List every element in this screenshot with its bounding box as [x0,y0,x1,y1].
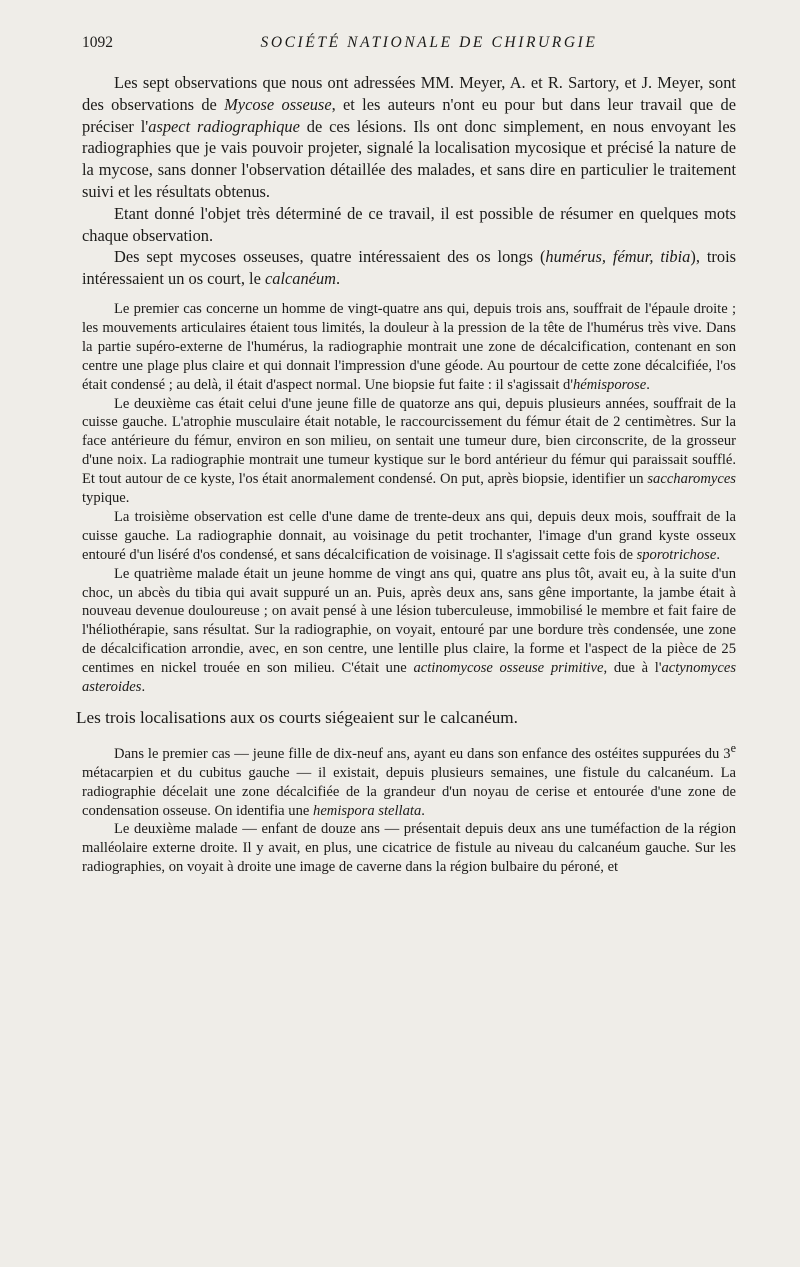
emphasis: hémisporose [572,376,647,393]
intro-paragraph: Des sept mycoses osseuses, quatre intéressaient des os longs (humérus, fémur, tibia), trois intéressaient un os court, le calcanéum. [82,247,737,289]
emphasis: calcanéum [264,269,336,289]
case-paragraph: Le deuxième cas était celui d'une jeune fille de quatorze ans qui, depuis plusieurs années, souffrait de la cuisse gauche. L'atrophie musculaire était notable, le raccourcissement du fémur était de 2 centimètres. Sur la face antérieure du fémur, environ en son milieu, on sentait une tumeur dure, bien circonscrite, de la grosseur d'une noix. La radiographie montrait une tumeur kystique sur le bord antérieur du fémur qui paraissait soufflé. Et tout autour de ce kyste, l'os était anormalement condensé. On put, après biopsie, identifier un saccharomyces typique. [82,395,736,507]
intro-paragraph: Etant donné l'objet très déterminé de ce travail, il est possible de résumer en quelques mots chaque observation. [82,203,736,245]
emphasis: sporotrichose [636,546,717,563]
section-subheading: Les trois localisations aux os courts siégeaient sur le calcanéum. [76,708,518,727]
emphasis: hemispora stellata [313,802,422,819]
running-title: SOCIÉTÉ NATIONALE DE CHIRURGIE [260,34,598,51]
page-header [82,34,736,60]
emphasis: aspect radiographique [148,116,300,136]
short-bones-section [82,739,736,877]
intro-section [82,72,736,290]
emphasis: actinomycose osseuse primitive [413,660,604,677]
superscript: e [730,741,736,755]
emphasis: saccharomyces [647,471,736,488]
case-paragraph: Dans le premier cas — jeune fille de dix-neuf ans, ayant eu dans son enfance des ostéites suppurées du 3e métacarpien et du cubitus gauche — il existait, depuis plusieurs semaines, une fistule du calcanéum. La radiographie décelait une zone décalcifiée de la grandeur d'un noyau de cerise et entourée d'une zone de condensation osseuse. On identifia une hemispora stellata. [82,741,736,819]
long-bones-section [82,300,736,697]
emphasis: humérus, fémur, tibia [545,247,691,267]
subheading-block [76,697,736,739]
emphasis: Mycose osseuse [224,94,332,114]
emphasis: actynomyces asteroides [82,660,737,696]
case-paragraph: La troisième observation est celle d'une dame de trente-deux ans qui, depuis deux mois, souffrait de la cuisse gauche. La radiographie donnait, au voisinage du petit trochanter, l'image d'un grand kyste osseux entouré d'un liséré d'os condensé, et sans décalcification de voisinage. Il s'agissait cette fois de sporotrichose. [82,508,736,563]
case-paragraph: Le quatrième malade était un jeune homme de vingt ans qui, quatre ans plus tôt, avait eu, à la suite d'un choc, un abcès du tibia qui avait suppuré un an. Puis, après deux ans, sans gêne importante, la jambe était à nouveau devenue douloureuse ; on avait pensé à une lésion tuberculeuse, immobilisé le membre et fait faire de l'héliothérapie, sans résultat. Sur la radiographie, on voyait, entouré par une bordure très condensée, une zone de décalcification arrondie, avec, en son centre, une lentille plus claire, la forme et l'aspect de la pièce de 25 centimes en nickel trouée en son milieu. C'était une actinomycose osseuse primitive, due à l'actynomyces asteroides. [82,565,737,696]
intro-paragraph: Les sept observations que nous ont adressées MM. Meyer, A. et R. Sartory, et J. Meyer, sont des observations de Mycose osseuse, et les auteurs n'ont eu pour but dans leur travail que de préciser l'aspect radiographique de ces lésions. Ils ont donc simplement, en nous envoyant les radiographies que je vais pouvoir projeter, signalé la localisation mycosique et précisé la nature de la mycose, sans donner l'observation détaillée des malades, et sans dire en particulier le traitement suivi et les résultats obtenus. [82,73,736,201]
case-paragraph: Le deuxième malade — enfant de douze ans — présentait depuis deux ans une tuméfaction de la région malléolaire externe droite. Il y avait, en plus, une cicatrice de fistule au niveau du calcanéum gauche. Sur les radiographies, on voyait à droite une image de caverne dans la région bulbaire du péroné, et [82,821,736,876]
case-paragraph: Le premier cas concerne un homme de vingt-quatre ans qui, depuis trois ans, souffrait de l'épaule droite ; les mouvements articulaires étaient tous limités, la douleur à la pression de la tête de l'humérus très vive. Dans la partie supéro-externe de l'humérus, la radiographie montrait une zone de décalcification, contenant en son centre une plage plus claire et qui donnait l'impression d'une géode. Au pourtour de cette zone décalcifiée, l'os était condensé ; au delà, il était d'aspect normal. Une biopsie fut faite : il s'agissait d'hémisporose. [82,300,736,393]
page-number: 1092 [82,34,113,51]
